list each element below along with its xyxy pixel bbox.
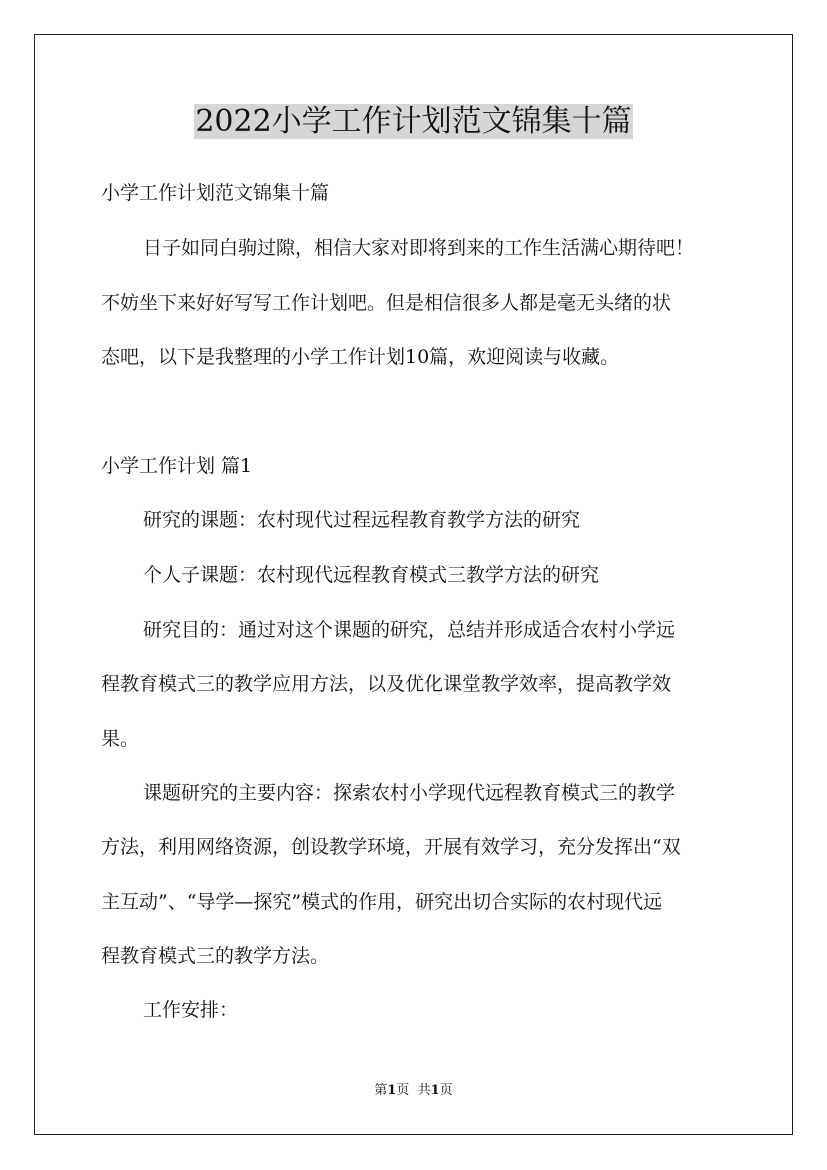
total-prefix: 共 [417,1083,431,1098]
work-plan-label: 工作安排： [143,999,239,1021]
section-heading: 小学工作计划 篇1 [101,455,253,477]
content-line-1: 课题研究的主要内容：探索农村小学现代远程教育模式三的教学 [143,782,676,804]
purpose-line-3: 果。 [101,728,140,750]
page-suffix: 页 [396,1083,410,1098]
page-prefix: 第 [374,1083,388,1098]
content-line-2: 方法，利用网络资源，创设教学环境，开展有效学习，充分发挥出“双 [101,836,681,858]
page-number: 1 [387,1083,397,1098]
total-number: 1 [430,1083,440,1098]
page-footer [0,1082,827,1100]
topic-line: 研究的课题：农村现代过程远程教育教学方法的研究 [143,509,581,531]
content-line-4: 程教育模式三的教学方法。 [101,945,330,967]
total-suffix: 页 [439,1083,453,1098]
intro-line-3: 态吧，以下是我整理的小学工作计划10篇，欢迎阅读与收藏。 [101,346,620,368]
purpose-line-2: 程教育模式三的教学应用方法，以及优化课堂教学效率，提高教学效 [101,673,672,695]
document-title [0,100,827,144]
intro-line-1: 日子如同白驹过隙，相信大家对即将到来的工作生活满心期待吧！ [143,237,695,259]
purpose-line-1: 研究目的：通过对这个课题的研究，总结并形成适合农村小学远 [143,619,676,641]
document-subtitle: 小学工作计划范文锦集十篇 [101,182,330,204]
content-line-3: 主互动”、“导学—探究”模式的作用，研究出切合实际的农村现代远 [101,891,663,913]
document-title-text: 2022小学工作计划范文锦集十篇 [195,104,632,139]
intro-line-2: 不妨坐下来好好写写工作计划吧。但是相信很多人都是毫无头绪的状 [101,292,672,314]
subtopic-line: 个人子课题：农村现代远程教育模式三教学方法的研究 [143,564,600,586]
